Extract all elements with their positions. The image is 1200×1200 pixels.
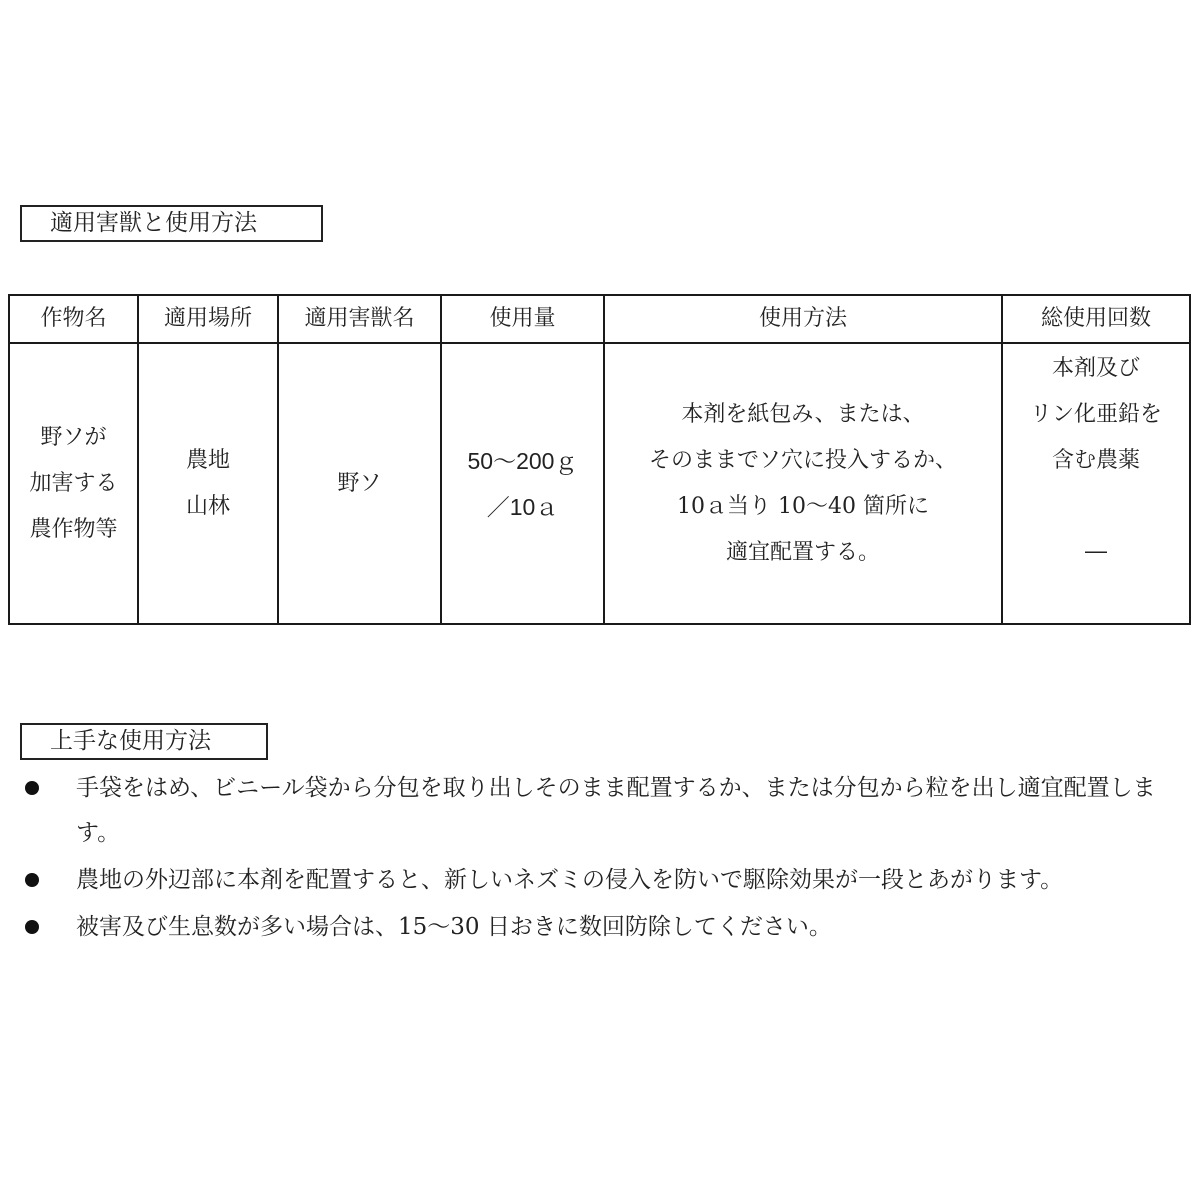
cell-method: 本剤を紙包み、または、 そのままでソ穴に投入するか、 10ａ当り 10～40 箇所に 適宜配置する。 <box>604 343 1002 624</box>
usage-table <box>8 294 1191 625</box>
list-item: 農地の外辺部に本剤を配置すると、新しいネズミの侵入を防いで駆除効果が一段とあがります。 <box>22 858 1172 903</box>
header-total-uses: 総使用回数 <box>1002 295 1190 343</box>
table-row <box>9 343 1190 624</box>
header-method: 使用方法 <box>604 295 1002 343</box>
cell-total-uses: 本剤及び リン化亜鉛を 含む農薬 ― <box>1002 343 1190 624</box>
section-title-tips <box>20 723 268 760</box>
list-item: 手袋をはめ、ビニール袋から分包を取り出しそのまま配置するか、または分包から粒を出し適宜配置します。 <box>22 766 1172 856</box>
header-pest: 適用害獣名 <box>278 295 441 343</box>
cell-crop: 野ソが 加害する 農作物等 <box>9 343 138 624</box>
bullet-dot-icon <box>25 781 39 795</box>
cell-pest: 野ソ <box>278 343 441 624</box>
bullet-dot-icon <box>25 873 39 887</box>
list-item: 被害及び生息数が多い場合は、15～30 日おきに数回防除してください。 <box>22 905 1172 950</box>
section-title-text: 適用害獣と使用方法 <box>50 210 257 236</box>
tips-list <box>22 766 1172 952</box>
cell-amount: 50～200ｇ ／10ａ <box>441 343 604 624</box>
header-crop: 作物名 <box>9 295 138 343</box>
header-amount: 使用量 <box>441 295 604 343</box>
section-title-text: 上手な使用方法 <box>50 728 211 754</box>
section-title-usage <box>20 205 323 242</box>
table-header-row <box>9 295 1190 343</box>
header-place: 適用場所 <box>138 295 278 343</box>
total-uses-value: ― <box>1085 539 1107 564</box>
cell-place: 農地 山林 <box>138 343 278 624</box>
bullet-dot-icon <box>25 920 39 934</box>
